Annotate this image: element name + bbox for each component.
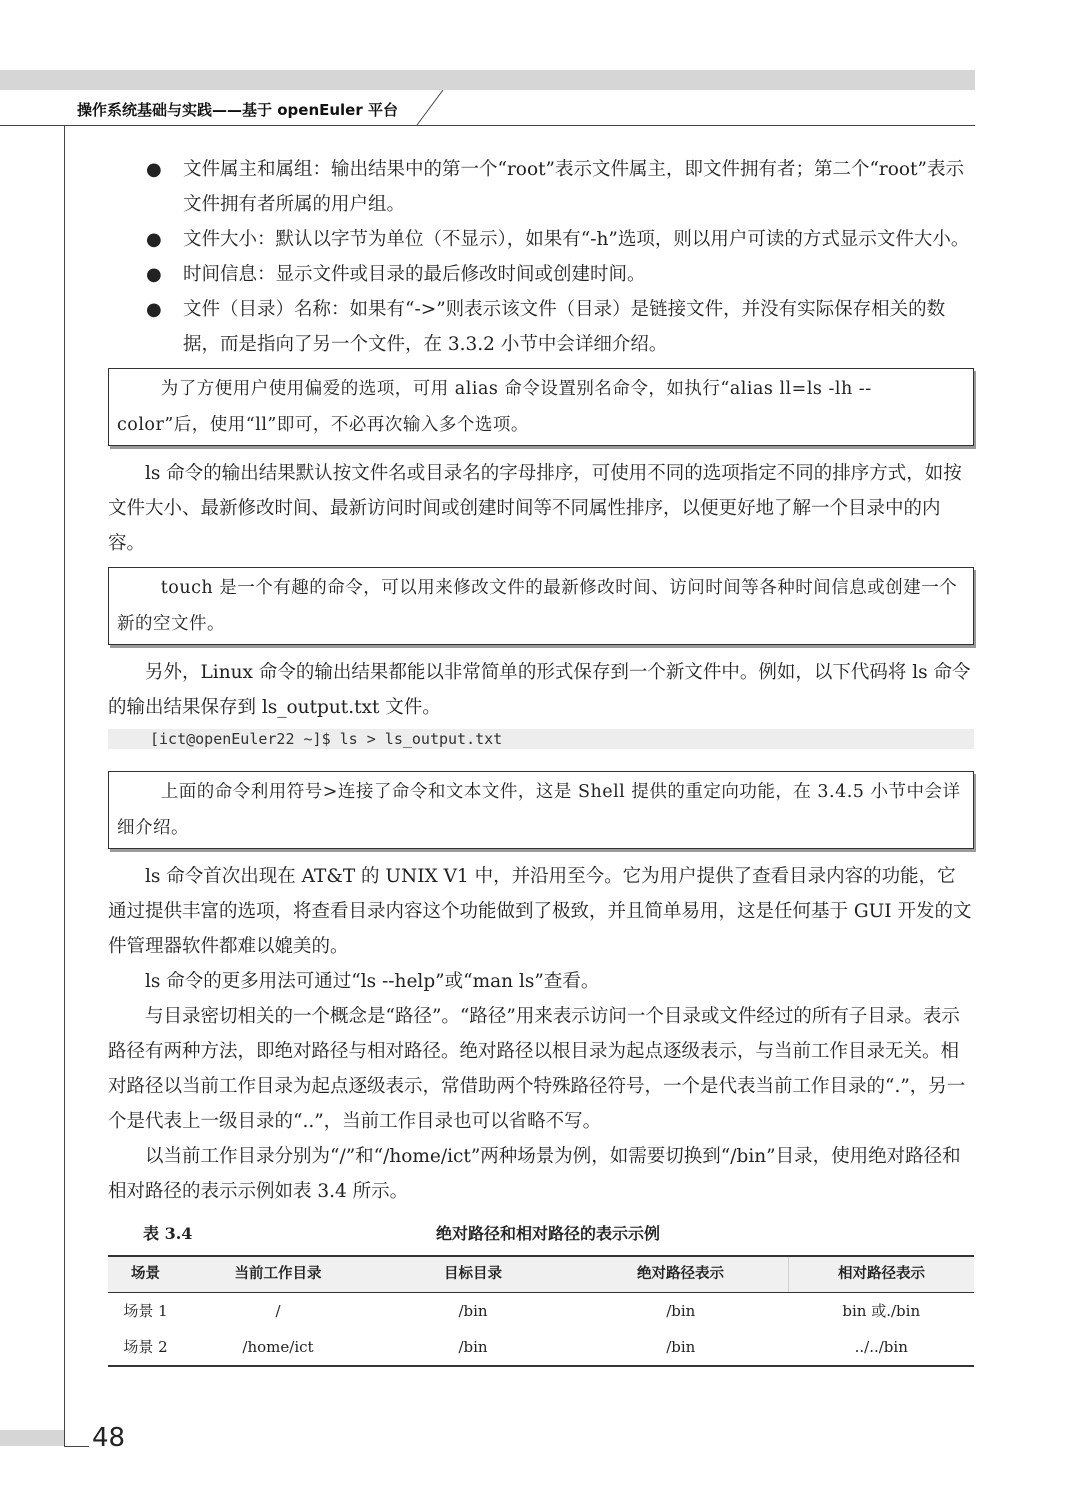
paragraph: ls 命令的输出结果默认按文件名或目录名的字母排序，可使用不同的选项指定不同的排序方式，如按文件大小、最新修改时间、最新访问时间或创建时间等不同属性排序，以便更好地了解一个目录中的内容。 — [108, 463, 962, 554]
paragraph: 另外，Linux 命令的输出结果都能以非常简单的形式保存到一个新文件中。例如，以下代码将 ls 命令的输出结果保存到 ls_output.txt 文件。 — [108, 662, 971, 718]
table-cell: ../../bin — [789, 1329, 975, 1366]
header-rule — [0, 125, 975, 126]
table-cell: /home/ict — [183, 1329, 373, 1366]
paragraph: ls 命令首次出现在 AT&T 的 UNIX V1 中，并沿用至今。它为用户提供了查看目录内容的功能，它通过提供丰富的选项，将查看目录内容这个功能做到了极致，并且简单易用，这是任何基于 GUI 开发的文件管理器软件都难以媲美的。 — [108, 866, 972, 957]
bullet-item: ● 文件属主和属组：输出结果中的第一个“root”表示文件属主，即文件拥有者；第二个“root”表示文件拥有者所属的用户组。 — [108, 152, 974, 222]
table-caption — [108, 1221, 974, 1247]
table-cell: /bin — [573, 1329, 789, 1366]
bullet-dot-icon: ● — [146, 299, 162, 320]
page-body — [108, 152, 974, 1367]
header-band — [0, 70, 975, 90]
running-header-title: 操作系统基础与实践——基于 openEuler 平台 — [77, 101, 398, 119]
note-box-alias: 为了方便用户使用偏爱的选项，可用 alias 命令设置别名命令，如执行“alias ll=ls -lh --color”后，使用“ll”即可，不必再次输入多个选项。 — [108, 368, 974, 446]
table-row — [108, 1329, 974, 1366]
paragraph: 以当前工作目录分别为“/”和“/home/ict”两种场景为例，如需要切换到“/bin”目录，使用绝对路径和相对路径的表示示例如表 3.4 所示。 — [108, 1146, 961, 1202]
bullet-item: ● 文件大小：默认以字节为单位（不显示），如果有“-h”选项，则以用户可读的方式显示文件大小。 — [108, 222, 974, 257]
table-cell: / — [275, 1301, 281, 1320]
footer-rule — [64, 1446, 89, 1447]
bullet-dot-icon: ● — [146, 264, 162, 285]
bullet-dot-icon: ● — [146, 159, 162, 180]
table-header-cell: 场景 — [108, 1256, 183, 1293]
bullet-dot-icon: ● — [146, 229, 162, 250]
header-slant-decoration — [415, 90, 445, 126]
table-cell: /bin — [458, 1301, 488, 1320]
bullet-item: ● 文件（目录）名称：如果有“->”则表示该文件（目录）是链接文件，并没有实际保存相关的数据，而是指向了另一个文件，在 3.3.2 小节中会详细介绍。 — [108, 292, 974, 362]
bullet-item: ● 时间信息：显示文件或目录的最后修改时间或创建时间。 — [108, 257, 974, 292]
table-title: 绝对路径和相对路径的表示示例 — [436, 1224, 661, 1243]
table-cell: /bin — [373, 1329, 573, 1366]
table-header-cell: 绝对路径表示 — [573, 1256, 789, 1293]
table-number: 表 3.4 — [143, 1224, 193, 1243]
page-number: 48 — [92, 1423, 126, 1453]
table-header-row — [108, 1256, 974, 1293]
code-block: [ict@openEuler22 ~]$ ls > ls_output.txt — [108, 729, 974, 749]
note-box-redirect: 上面的命令利用符号>连接了命令和文本文件，这是 Shell 提供的重定向功能，在 3.4.5 小节中会详细介绍。 — [108, 771, 974, 849]
table-header-cell: 目标目录 — [373, 1256, 573, 1293]
table-cell: 场景 2 — [108, 1329, 183, 1366]
footer-band — [0, 1430, 64, 1446]
left-margin-rule — [64, 125, 65, 1447]
note-box-touch: touch 是一个有趣的命令，可以用来修改文件的最新修改时间、访问时间等各种时间信息或创建一个新的空文件。 — [108, 567, 974, 645]
table-header-cell: 相对路径表示 — [789, 1256, 975, 1293]
table-cell: bin 或./bin — [842, 1301, 921, 1320]
table-cell: 场景 1 — [123, 1301, 168, 1320]
table-header-cell: 当前工作目录 — [183, 1256, 373, 1293]
paragraph: ls 命令的更多用法可通过“ls --help”或“man ls”查看。 — [145, 971, 600, 992]
path-example-table — [108, 1255, 974, 1367]
table-cell: /bin — [666, 1301, 696, 1320]
table-row — [108, 1293, 974, 1330]
paragraph: 与目录密切相关的一个概念是“路径”。“路径”用来表示访问一个目录或文件经过的所有子目录。表示路径有两种方法，即绝对路径与相对路径。绝对路径以根目录为起点逐级表示，与当前工作目录无关。相对路径以当前工作目录为起点逐级表示，常借助两个特殊路径符号，一个是代表当前工作目录的“.”，另一个是代表上一级目录的“..”，当前工作目录也可以省略不写。 — [108, 1006, 966, 1132]
